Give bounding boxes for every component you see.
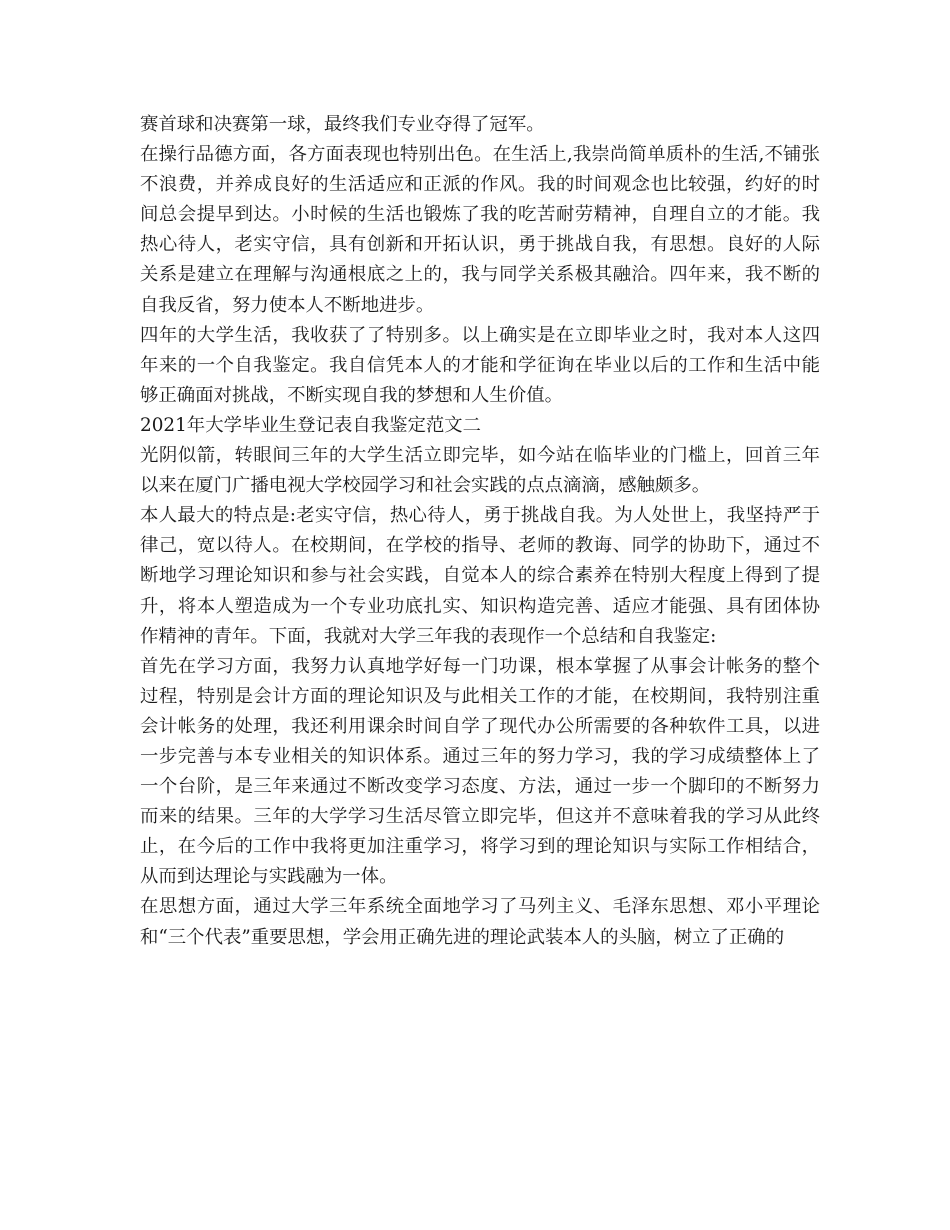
paragraph-2: 在操行品德方面，各方面表现也特别出色。在生活上,我崇尚简单质朴的生活,不铺张不浪费，并养成良好的生活适应和正派的作风。我的时间观念也比较强，约好的时间总会提早到达。小时候的生活也锻炼了我的吃苦耐劳精神，自理自立的才能。我热心待人，老实守信，具有创新和开拓认识，勇于挑战自我，有思想。良好的人际关系是建立在理解与沟通根底之上的，我与同学关系极其融洽。四年来，我不断的自我反省，努力使本人不断地进步。: [140, 144, 820, 316]
paragraph-7: 首先在学习方面，我努力认真地学好每一门功课，根本掌握了从事会计帐务的整个过程，特别是会计方面的理论知识及与此相关工作的才能，在校期间，我特别注重会计帐务的处理，我还利用课余时间自学了现代办公所需要的各种软件工具，以进一步完善与本专业相关的知识体系。通过三年的努力学习，我的学习成绩整体上了一个台阶，是三年来通过不断改变学习态度、方法，通过一步一个脚印的不断努力而来的结果。三年的大学学习生活尽管立即完毕，但这并不意味着我的学习从此终止，在今后的工作中我将更加注重学习，将学习到的理论知识与实际工作相结合，从而到达理论与实践融为一体。: [140, 655, 820, 888]
paragraph-1: 赛首球和决赛第一球，最终我们专业夺得了冠军。: [140, 114, 545, 135]
paragraph-8: 在思想方面，通过大学三年系统全面地学习了马列主义、毛泽东思想、邓小平理论和“三个代表”重要思想，学会用正确先进的理论武装本人的头脑，树立了正确的: [140, 896, 820, 948]
document-body: [140, 110, 820, 953]
paragraph-3: 四年的大学生活，我收获了了特别多。以上确实是在立即毕业之时，我对本人这四年来的一个自我鉴定。我自信凭本人的才能和学征询在毕业以后的工作和生活中能够正确面对挑战，不断实现自我的梦想和人生价值。: [140, 324, 820, 406]
section-heading: 2021年大学毕业生登记表自我鉴定范文二: [140, 414, 482, 436]
paragraph-5: 光阴似箭，转眼间三年的大学生活立即完毕，如今站在临毕业的门槛上，回首三年以来在厦门广播电视大学校园学习和社会实践的点点滴滴，感触颇多。: [140, 445, 820, 497]
paragraph-6: 本人最大的特点是:老实守信，热心待人，勇于挑战自我。为人处世上，我坚持严于律己，宽以待人。在校期间，在学校的指导、老师的教诲、同学的协助下，通过不断地学习理论知识和参与社会实践，自觉本人的综合素养在特别大程度上得到了提升，将本人塑造成为一个专业功底扎实、知识构造完善、适应才能强、具有团体协作精神的青年。下面，我就对大学三年我的表现作一个总结和自我鉴定:: [140, 505, 820, 647]
